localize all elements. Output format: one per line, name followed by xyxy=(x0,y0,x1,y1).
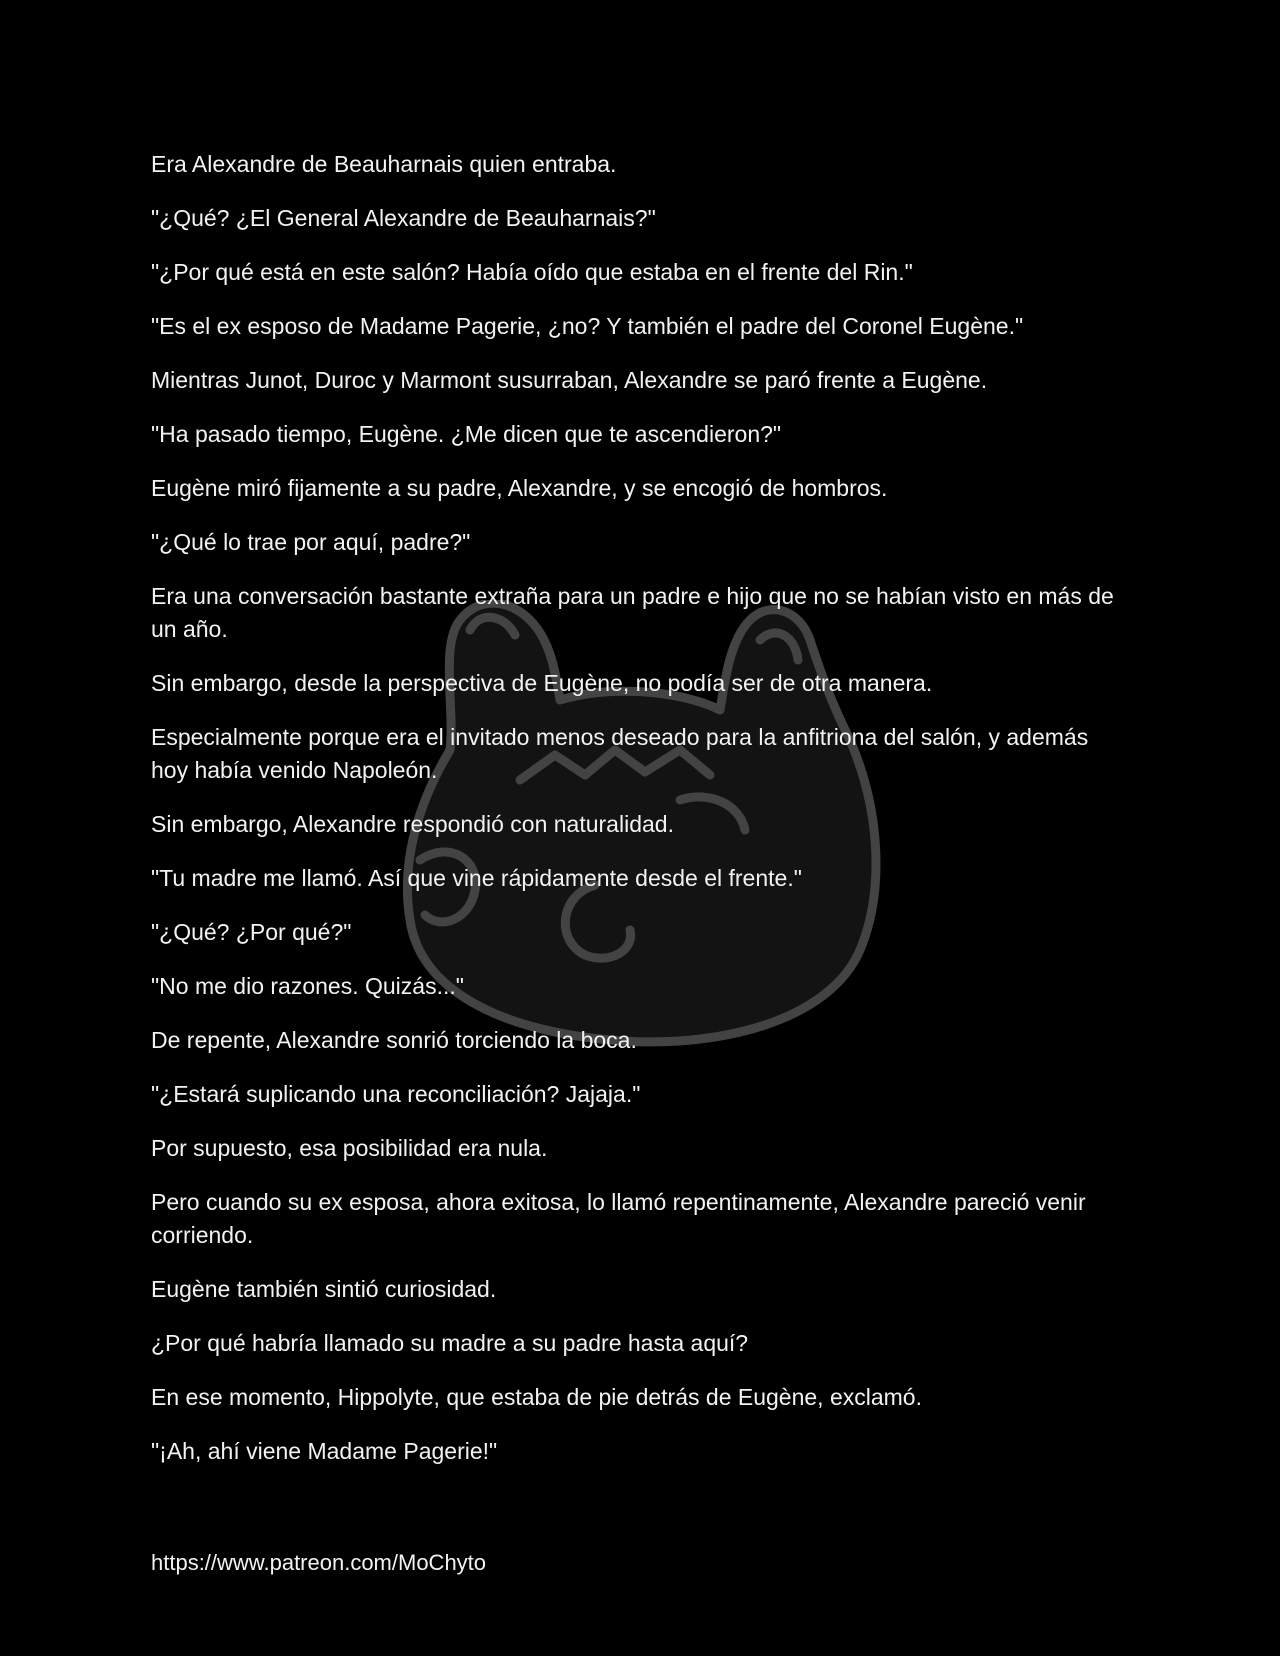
chapter-text xyxy=(151,148,1131,1489)
paragraph: Especialmente porque era el invitado menos deseado para la anfitriona del salón, y además hoy había venido Napoleón. xyxy=(151,724,1089,783)
paragraph: "No me dio razones. Quizás..." xyxy=(151,973,464,999)
paragraph: Pero cuando su ex esposa, ahora exitosa, lo llamó repentinamente, Alexandre pareció venir corriendo. xyxy=(151,1189,1086,1248)
paragraph: Era una conversación bastante extraña para un padre e hijo que no se habían visto en más de un año. xyxy=(151,583,1114,642)
paragraph: "¿Qué lo trae por aquí, padre?" xyxy=(151,529,471,555)
paragraph: Era Alexandre de Beauharnais quien entraba. xyxy=(151,151,617,177)
paragraph: Eugène miró fijamente a su padre, Alexandre, y se encogió de hombros. xyxy=(151,475,888,501)
patreon-link[interactable]: https://www.patreon.com/MoChyto xyxy=(151,1550,487,1575)
paragraph: "¿Estará suplicando una reconciliación? Jajaja." xyxy=(151,1081,641,1107)
paragraph: "¿Qué? ¿Por qué?" xyxy=(151,919,352,945)
paragraph: Sin embargo, Alexandre respondió con naturalidad. xyxy=(151,811,674,837)
paragraph: "Tu madre me llamó. Así que vine rápidamente desde el frente." xyxy=(151,865,802,891)
paragraph: Eugène también sintió curiosidad. xyxy=(151,1276,497,1302)
paragraph: "Es el ex esposo de Madame Pagerie, ¿no? Y también el padre del Coronel Eugène." xyxy=(151,313,1024,339)
paragraph: De repente, Alexandre sonrió torciendo la boca. xyxy=(151,1027,637,1053)
paragraph: "Ha pasado tiempo, Eugène. ¿Me dicen que te ascendieron?" xyxy=(151,421,782,447)
paragraph: "¿Qué? ¿El General Alexandre de Beauharnais?" xyxy=(151,205,656,231)
paragraph: En ese momento, Hippolyte, que estaba de pie detrás de Eugène, exclamó. xyxy=(151,1384,922,1410)
paragraph: Mientras Junot, Duroc y Marmont susurraban, Alexandre se paró frente a Eugène. xyxy=(151,367,988,393)
paragraph: ¿Por qué habría llamado su madre a su padre hasta aquí? xyxy=(151,1330,749,1356)
paragraph: "¿Por qué está en este salón? Había oído que estaba en el frente del Rin." xyxy=(151,259,913,285)
paragraph: "¡Ah, ahí viene Madame Pagerie!" xyxy=(151,1438,498,1464)
paragraph: Sin embargo, desde la perspectiva de Eugène, no podía ser de otra manera. xyxy=(151,670,933,696)
paragraph: Por supuesto, esa posibilidad era nula. xyxy=(151,1135,548,1161)
